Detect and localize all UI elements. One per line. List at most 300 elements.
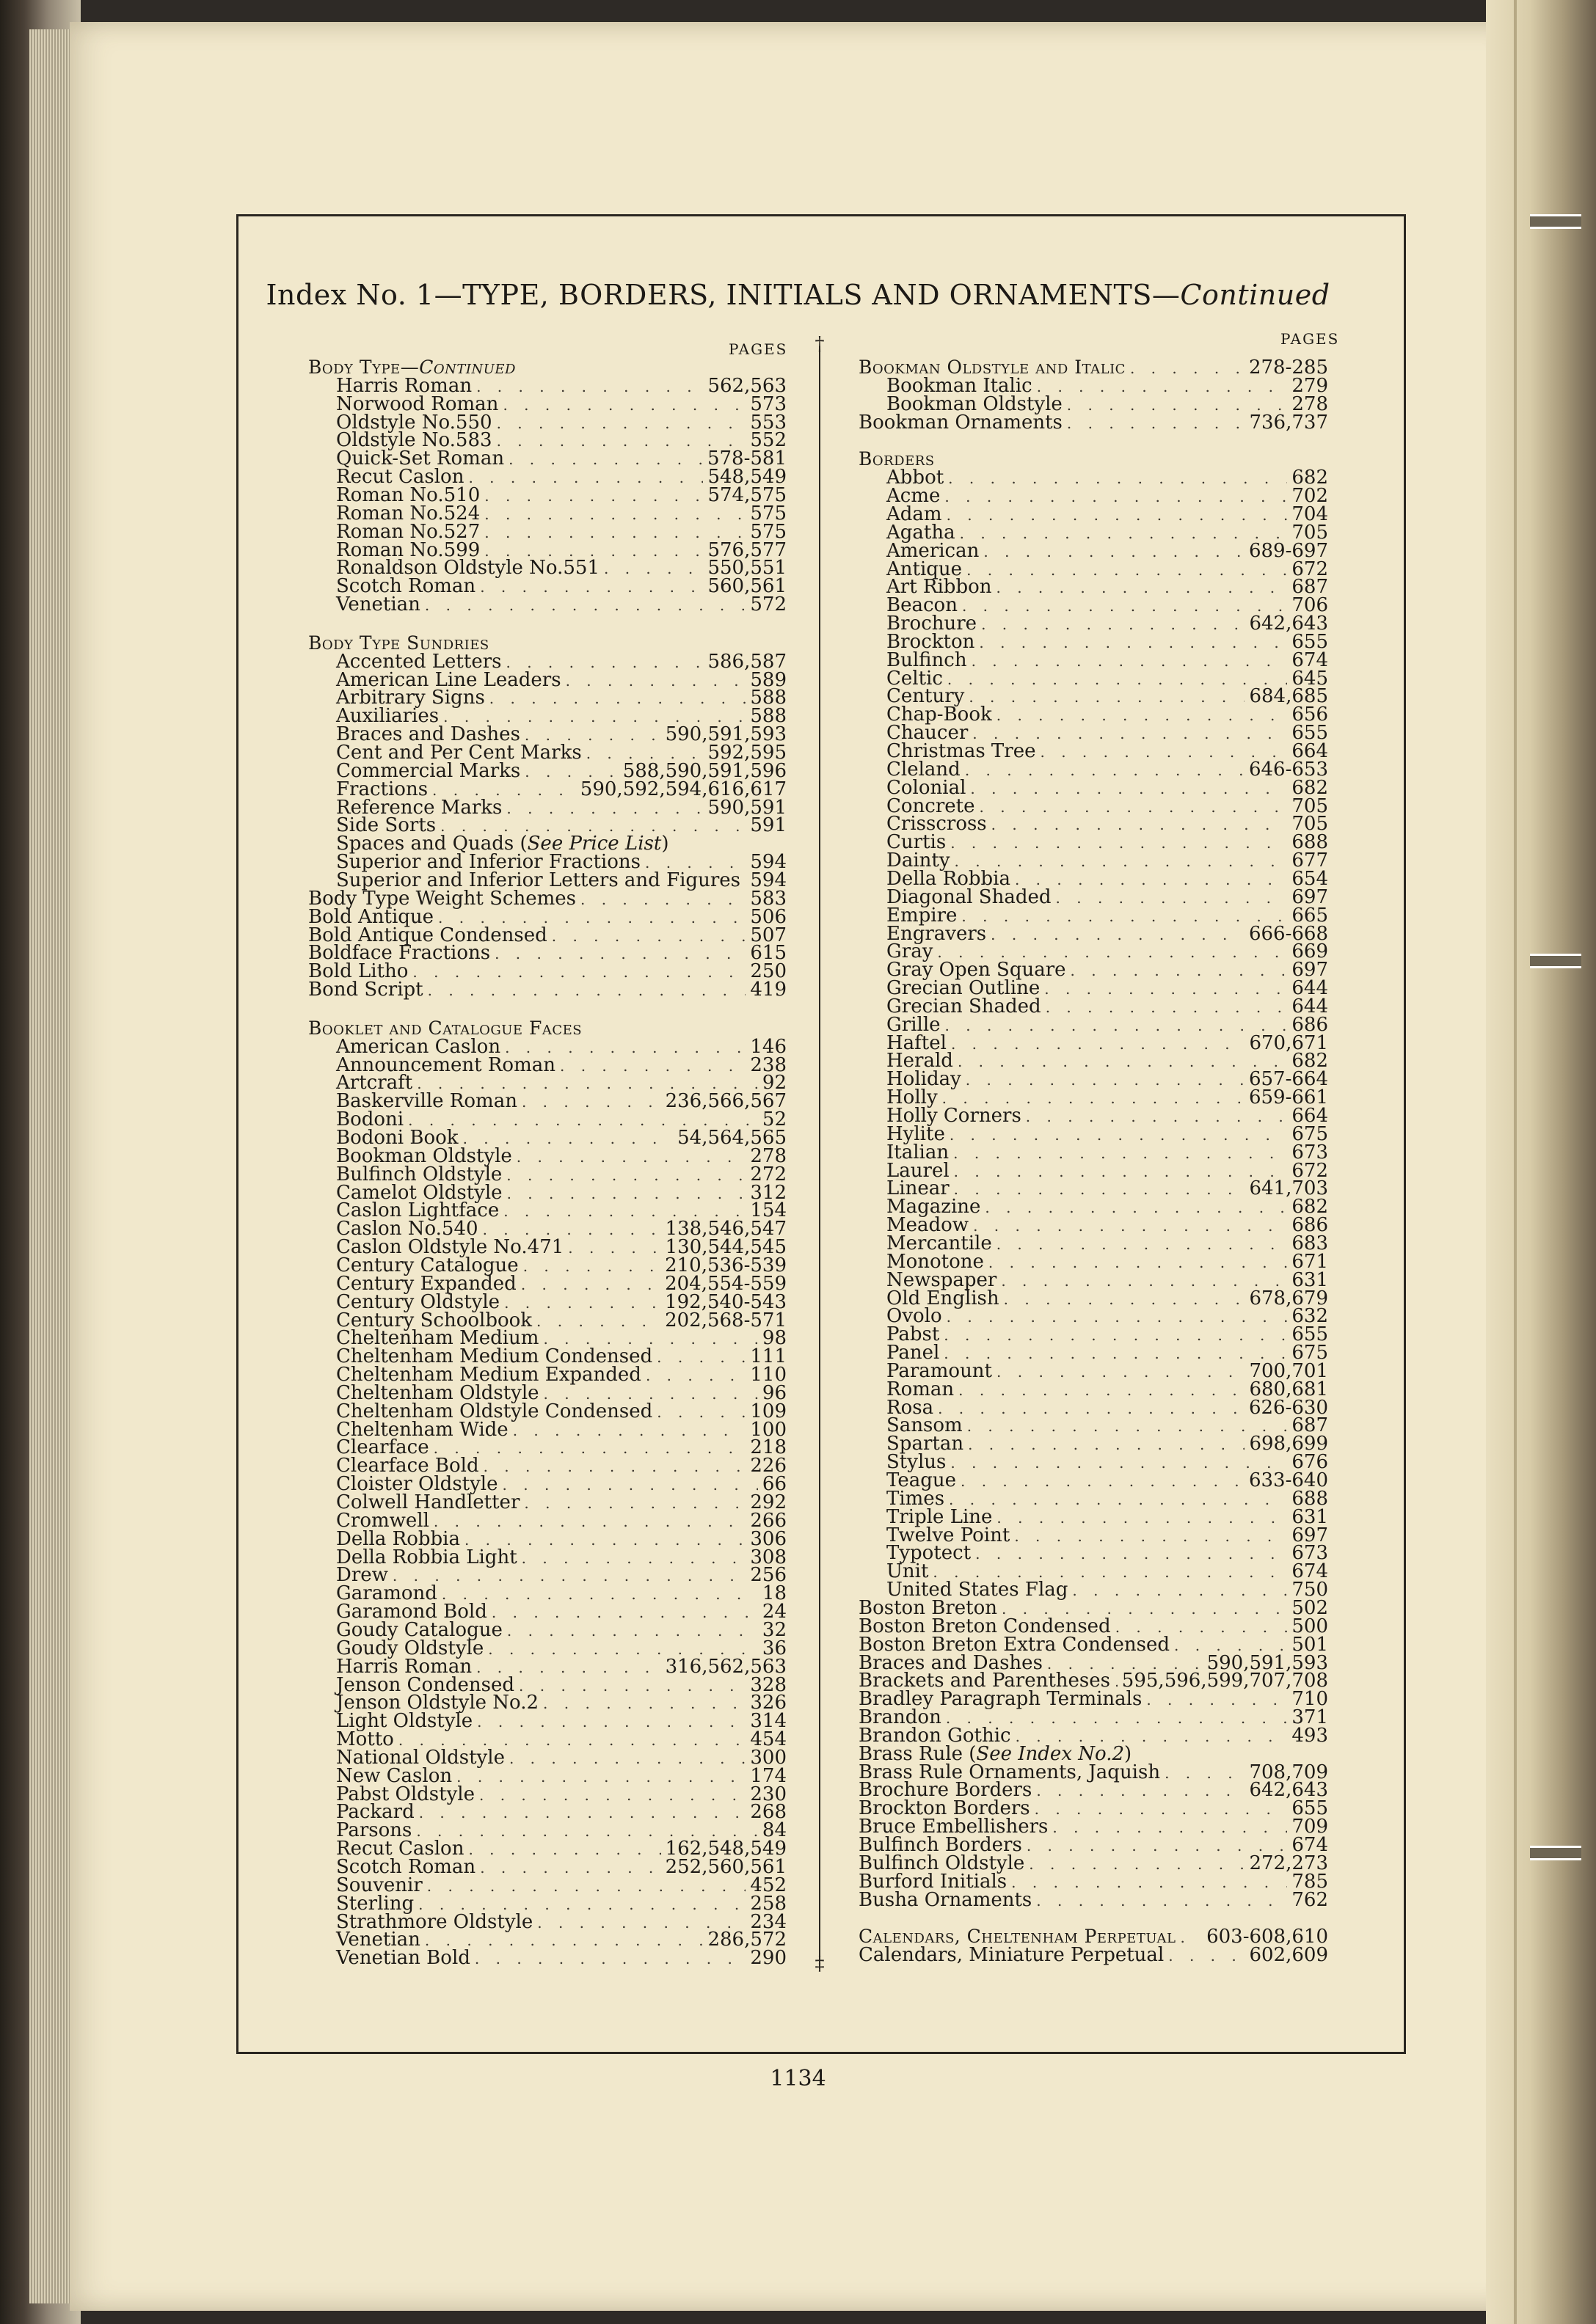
entry-label: Curtis	[886, 831, 947, 854]
entry-pages: 548,549	[707, 466, 787, 489]
entry-pages: 785	[1291, 1870, 1328, 1893]
entry-pages: 706	[1291, 594, 1328, 617]
entry-label: Monotone	[886, 1250, 984, 1273]
dot-leader	[973, 1216, 1287, 1235]
index-entry	[859, 1854, 1328, 1873]
entry-pages: 642,643	[1249, 613, 1328, 635]
entry-label: Body Type Weight Schemes	[308, 887, 576, 910]
dot-leader	[996, 1235, 1288, 1254]
index-entry	[308, 1290, 787, 1313]
index-entry	[859, 1015, 1328, 1034]
entry-label: Cheltenham Medium Condensed	[336, 1345, 653, 1368]
dot-leader	[1067, 414, 1245, 433]
gutter-fold	[1514, 0, 1517, 2324]
dot-leader	[944, 1344, 1287, 1363]
entry-pages: 654	[1291, 867, 1328, 890]
entry-label: Colwell Handletter	[336, 1491, 520, 1513]
entry-pages: 655	[1291, 630, 1328, 653]
index-entry	[308, 1657, 787, 1676]
entry-pages: 268	[750, 1801, 787, 1824]
index-entry	[859, 1380, 1328, 1399]
title-continued: Continued	[1180, 279, 1330, 311]
entry-label: Cheltenham Medium Expanded	[336, 1364, 641, 1386]
index-entry	[308, 376, 787, 395]
index-entry	[859, 1635, 1328, 1654]
entry-pages: 266	[750, 1509, 787, 1532]
entry-pages: 665	[1291, 904, 1328, 927]
dot-leader	[947, 505, 1288, 525]
entry-label: Della Robbia	[336, 1527, 460, 1550]
entry-label: Brandon Gothic	[859, 1724, 1011, 1747]
entry-pages: 98	[762, 1327, 787, 1350]
entry-pages: 452	[750, 1874, 787, 1896]
entry-label: Magazine	[886, 1196, 981, 1218]
entry-pages: 697	[1291, 1524, 1328, 1546]
entry-pages: 252,560,561	[665, 1856, 787, 1878]
entry-label: New Caslon	[336, 1764, 453, 1787]
entry-pages: 174	[750, 1764, 787, 1787]
dot-leader	[962, 596, 1287, 615]
entry-label: Bookman Oldstyle	[336, 1144, 512, 1167]
dot-leader	[536, 1312, 660, 1331]
entry-pages: 676	[1291, 1451, 1328, 1474]
entry-pages: 631	[1291, 1505, 1328, 1528]
entry-label: Panel	[886, 1342, 940, 1364]
dot-leader	[1052, 1818, 1287, 1837]
index-entry	[859, 1122, 1328, 1145]
divider-ornament-bottom: ‡	[815, 1953, 825, 1975]
entry-label: Mercantile	[886, 1232, 992, 1254]
entry-pages: 290	[750, 1947, 787, 1970]
entry-pages: 631	[1291, 1268, 1328, 1291]
entry-pages: 84	[762, 1819, 787, 1842]
entry-label: Roman No.510	[336, 483, 481, 506]
entry-label: Teague	[886, 1469, 956, 1491]
entry-pages: 573	[750, 392, 787, 415]
index-entry	[859, 1744, 1328, 1764]
entry-label: Side Sorts	[336, 814, 437, 837]
entry-pages: 633-640	[1248, 1469, 1328, 1491]
entry-pages: 574,575	[707, 483, 787, 506]
dot-leader	[646, 1366, 746, 1385]
entry-label: Motto	[336, 1728, 394, 1751]
entry-label: Accented Letters	[336, 650, 502, 673]
dot-leader	[1029, 1855, 1245, 1874]
entry-pages: 590,591	[707, 796, 787, 819]
entry-pages: 702	[1291, 485, 1328, 508]
entry-pages: 594	[750, 869, 787, 891]
dot-leader	[969, 687, 1245, 706]
entry-pages: 646-653	[1248, 758, 1328, 781]
entry-pages: 687	[1291, 576, 1328, 599]
dot-leader	[560, 1056, 746, 1075]
entry-pages: 683	[1291, 1232, 1328, 1254]
dot-leader	[1044, 979, 1287, 998]
dot-leader	[1001, 1271, 1287, 1290]
entry-label: Cheltenham Oldstyle	[336, 1381, 539, 1404]
entry-pages: 762	[1291, 1888, 1328, 1911]
entry-pages: 590,591,593	[665, 723, 787, 746]
index-entry	[308, 980, 787, 999]
entry-label: Braces and Dashes	[859, 1651, 1043, 1674]
index-section-heading	[308, 634, 787, 653]
index-entry	[859, 760, 1328, 779]
entry-label: Paramount	[886, 1359, 993, 1382]
entry-label: Roman No.527	[336, 520, 481, 543]
dot-leader	[475, 1949, 746, 1968]
entry-label: Century Oldstyle	[336, 1290, 500, 1313]
entry-label: Ronaldson Oldstyle No.551	[336, 557, 600, 580]
dot-leader	[1027, 1836, 1288, 1855]
entry-label: Braces and Dashes	[336, 723, 520, 746]
entry-pages: 312	[750, 1181, 787, 1204]
section-heading-label: Bookman Oldstyle and Italic	[859, 357, 1126, 378]
entry-pages: 669	[1291, 940, 1328, 963]
dot-leader	[996, 1362, 1245, 1381]
dot-leader	[428, 981, 746, 1000]
dot-leader	[468, 1840, 660, 1859]
entry-pages: 258	[750, 1892, 787, 1915]
entry-label: Meadow	[886, 1214, 969, 1237]
entry-label: Reference Marks	[336, 796, 503, 819]
entry-label: Herald	[886, 1050, 953, 1073]
entry-label: Pabst Oldstyle	[336, 1783, 475, 1805]
entry-label: Quick-Set Roman	[336, 447, 505, 470]
entry-pages: 684,685	[1249, 685, 1328, 708]
dot-leader	[412, 962, 746, 982]
entry-pages: 300	[750, 1746, 787, 1769]
entry-label: Bulfinch Oldstyle	[336, 1163, 503, 1185]
entry-pages: 632	[1291, 1305, 1328, 1328]
index-entry	[308, 1527, 787, 1550]
dot-leader	[568, 1238, 660, 1257]
index-entry	[859, 632, 1328, 651]
entry-pages: 687	[1291, 1414, 1328, 1437]
entry-label: Bookman Italic	[886, 374, 1032, 397]
index-entry	[308, 595, 787, 614]
entry-pages: 698,699	[1249, 1433, 1328, 1455]
index-entry	[859, 541, 1328, 560]
dot-leader	[961, 907, 1287, 926]
index-entry	[308, 1894, 787, 1913]
entry-label: Typotect	[886, 1542, 972, 1565]
dot-leader	[513, 1421, 746, 1440]
dot-leader	[996, 578, 1288, 597]
entry-label: Century Catalogue	[336, 1254, 519, 1276]
index-entry	[308, 1274, 787, 1293]
dot-leader	[479, 1786, 746, 1805]
entry-label: Caslon No.540	[336, 1218, 478, 1240]
index-entry	[308, 907, 787, 927]
index-entry	[308, 392, 787, 415]
entry-label: Italian	[886, 1141, 950, 1163]
entry-label: Goudy Oldstyle	[336, 1637, 484, 1659]
entry-pages: 146	[750, 1035, 787, 1058]
dot-leader	[938, 1399, 1245, 1418]
entry-pages: 500	[1291, 1615, 1328, 1637]
dot-leader	[393, 1566, 746, 1585]
entry-label: Scotch Roman	[336, 575, 476, 598]
entry-label: Christmas Tree	[886, 740, 1036, 762]
entry-label: Bulfinch Borders	[859, 1834, 1022, 1856]
index-entry	[308, 504, 787, 523]
entry-label: Times	[886, 1487, 945, 1510]
entry-label: Diagonal Shaded	[886, 885, 1052, 908]
entry-label: Jenson Oldstyle No.2	[336, 1692, 539, 1714]
entry-pages: 501	[1291, 1633, 1328, 1656]
entry-label: Cheltenham Oldstyle Condensed	[336, 1400, 653, 1422]
entry-label: Art Ribbon	[886, 576, 992, 599]
dot-leader	[1036, 1781, 1245, 1800]
entry-pages: 314	[750, 1710, 787, 1733]
binding-stitch	[1530, 214, 1581, 229]
page-number: 1134	[770, 2066, 826, 2091]
entry-label: Antique	[886, 558, 963, 580]
binding-stitch	[1530, 954, 1581, 968]
entry-pages: 279	[1291, 374, 1328, 397]
index-entry	[859, 1252, 1328, 1271]
entry-label: Bookman Ornaments	[859, 411, 1063, 434]
entry-label: Chaucer	[886, 722, 969, 745]
entry-pages: 54,564,565	[677, 1127, 787, 1149]
dot-leader	[484, 505, 746, 524]
entry-label: Bulfinch	[886, 648, 967, 671]
entry-label: Beacon	[886, 594, 958, 617]
dot-leader	[944, 487, 1287, 506]
entry-label: Venetian	[336, 1929, 420, 1951]
entry-pages: 697	[1291, 885, 1328, 908]
entry-pages: 278	[750, 1144, 787, 1167]
entry-pages: 192,540-543	[665, 1290, 787, 1313]
entry-pages: 66	[762, 1473, 787, 1496]
entry-label: Linear	[886, 1177, 950, 1200]
index-entry	[859, 1945, 1328, 1965]
entry-pages: 644	[1291, 995, 1328, 1017]
dot-leader	[981, 615, 1245, 634]
index-entry	[308, 1381, 787, 1404]
entry-label: Bodoni Book	[336, 1127, 459, 1149]
index-entry	[859, 376, 1328, 395]
entry-pages: 697	[1291, 959, 1328, 982]
entry-label: Fractions	[336, 778, 429, 800]
entry-pages: 670,671	[1249, 1031, 1328, 1054]
dot-leader	[489, 689, 746, 708]
entry-label: Brochure Borders	[859, 1779, 1032, 1802]
entry-pages: 682	[1291, 467, 1328, 489]
dot-leader	[1046, 998, 1288, 1017]
index-entry	[308, 1144, 787, 1167]
entry-pages: 682	[1291, 1196, 1328, 1218]
entry-pages: 666-668	[1248, 922, 1328, 945]
entry-pages: 750	[1291, 1579, 1328, 1601]
entry-label: Brockton Borders	[859, 1797, 1030, 1820]
entry-label: Grecian Shaded	[886, 995, 1041, 1017]
divider-ornament-top: †	[815, 333, 825, 355]
dot-leader	[484, 486, 703, 505]
index-entry	[859, 413, 1328, 432]
dot-leader	[950, 1125, 1288, 1144]
entry-pages: 230	[750, 1783, 787, 1805]
entry-pages: 674	[1291, 1834, 1328, 1856]
entry-pages: 506	[750, 905, 787, 928]
dot-leader	[495, 944, 746, 963]
dot-leader	[1130, 359, 1245, 378]
entry-pages: 657-664	[1248, 1068, 1328, 1091]
entry-pages: 553	[750, 411, 787, 434]
entry-label: Engravers	[886, 922, 987, 945]
entry-label: Superior and Inferior Letters and Figures	[336, 869, 740, 891]
index-entry	[308, 1639, 787, 1658]
entry-label: Brochure	[886, 613, 977, 635]
dot-leader	[517, 1147, 746, 1166]
index-entry	[308, 652, 787, 671]
entry-pages: 110	[750, 1364, 787, 1386]
dot-leader	[961, 1472, 1245, 1491]
entry-label: Holly	[886, 1086, 938, 1109]
dot-leader	[950, 1453, 1287, 1472]
dot-leader	[503, 1475, 758, 1494]
dot-leader	[988, 1253, 1287, 1272]
entry-label: Old English	[886, 1287, 999, 1309]
entry-label: Superior and Inferior Fractions	[336, 851, 641, 874]
dot-leader	[968, 1435, 1245, 1454]
entry-pages: 642,643	[1249, 1779, 1328, 1802]
dot-leader	[480, 577, 703, 596]
entry-label: Bradley Paragraph Terminals	[859, 1688, 1143, 1711]
entry-label: Spartan	[886, 1433, 964, 1455]
entry-label: Packard	[336, 1801, 415, 1824]
entry-label: Boston Breton Extra Condensed	[859, 1633, 1170, 1656]
entry-pages: 278-285	[1248, 357, 1328, 379]
dot-leader	[484, 523, 746, 542]
dot-leader	[484, 1457, 746, 1476]
dot-leader	[477, 1712, 746, 1731]
entry-label: National Oldstyle	[336, 1746, 505, 1769]
entry-pages: 671	[1291, 1250, 1328, 1273]
dot-leader	[1071, 961, 1288, 980]
entry-label: Clearface Bold	[336, 1455, 479, 1477]
entry-pages: 586,587	[707, 650, 787, 673]
entry-label: Roman	[886, 1378, 955, 1400]
entry-pages: 704	[1291, 503, 1328, 525]
title-main: Index No. 1—TYPE, BORDERS, INITIALS AND ORNAMENTS—	[266, 279, 1181, 311]
section-heading-label: Body Type—Continued	[308, 357, 516, 378]
entry-pages: 162,548,549	[665, 1838, 787, 1860]
dot-leader	[948, 469, 1287, 488]
entry-pages: 677	[1291, 849, 1328, 872]
dot-leader	[949, 1490, 1287, 1509]
entry-pages: 656	[1291, 704, 1328, 726]
dot-leader	[506, 799, 703, 818]
entry-label: Sterling	[336, 1892, 415, 1915]
dot-leader	[983, 542, 1245, 561]
entry-label: Boston Breton Condensed	[859, 1615, 1111, 1637]
pages-header-left: PAGES	[729, 340, 788, 358]
entry-pages: 674	[1291, 648, 1328, 671]
dot-leader	[1036, 1891, 1287, 1910]
entry-pages: 234	[750, 1910, 787, 1933]
entry-pages: 236,566,567	[665, 1090, 787, 1113]
entry-pages: 672	[1291, 1159, 1328, 1182]
entry-label: Parsons	[336, 1819, 412, 1842]
dot-leader	[580, 890, 746, 909]
dot-leader	[476, 377, 703, 396]
entry-label: Century	[886, 685, 965, 708]
dot-leader	[1014, 1527, 1287, 1546]
entry-pages: 583	[750, 887, 787, 910]
index-entry	[308, 1766, 787, 1786]
entry-label: Light Oldstyle	[336, 1710, 473, 1733]
page-title	[0, 279, 1596, 311]
entry-label: Cheltenham Wide	[336, 1418, 509, 1441]
entry-pages: 626-630	[1248, 1396, 1328, 1419]
dot-leader	[1146, 1690, 1287, 1709]
dot-leader	[442, 1585, 758, 1604]
entry-pages: 655	[1291, 1323, 1328, 1346]
entry-pages: 588	[750, 687, 787, 709]
entry-pages: 250	[750, 960, 787, 983]
dot-leader	[519, 1676, 746, 1695]
entry-label: American	[886, 539, 980, 562]
entry-label: Norwood Roman	[336, 392, 499, 415]
dot-leader	[434, 1512, 746, 1531]
dot-leader	[947, 1307, 1288, 1326]
entry-pages: 308	[750, 1546, 787, 1568]
entry-label: Camelot Oldstyle	[336, 1181, 503, 1204]
entry-label: Triple Line	[886, 1505, 993, 1528]
entry-pages: 502	[1291, 1596, 1328, 1619]
entry-label: Haftel	[886, 1031, 947, 1054]
entry-label: Chap-Book	[886, 704, 992, 726]
index-entry	[859, 1543, 1328, 1563]
entry-label: Celtic	[886, 667, 943, 690]
entry-label: Colonial	[886, 776, 966, 799]
entry-label: Della Robbia Light	[336, 1546, 517, 1568]
entry-label: Dainty	[886, 849, 950, 872]
entry-pages: 272,273	[1249, 1852, 1328, 1874]
dot-leader	[972, 651, 1288, 670]
entry-pages: 675	[1291, 1122, 1328, 1145]
dot-leader	[953, 1144, 1287, 1163]
entry-label: Bold Litho	[308, 960, 409, 983]
dot-leader	[1004, 1290, 1245, 1309]
entry-pages: 210,536-539	[665, 1254, 787, 1276]
dot-leader	[522, 1092, 661, 1111]
entry-label: Gray	[886, 940, 933, 963]
entry-pages: 52	[762, 1108, 787, 1131]
entry-pages: 700,701	[1249, 1359, 1328, 1382]
dot-leader	[509, 1749, 746, 1768]
entry-label: Drew	[336, 1564, 388, 1587]
entry-pages: 682	[1291, 1050, 1328, 1073]
entry-label: American Line Leaders	[336, 668, 561, 691]
index-entry	[859, 906, 1328, 925]
entry-label: Garamond Bold	[336, 1601, 487, 1623]
entry-label: Souvenir	[336, 1874, 423, 1896]
entry-pages: 705	[1291, 813, 1328, 836]
entry-pages: 682	[1291, 776, 1328, 799]
entry-pages: 708,709	[1249, 1761, 1328, 1783]
dot-leader	[507, 1621, 758, 1640]
entry-pages: 278	[1291, 392, 1328, 415]
dot-leader	[991, 925, 1245, 944]
entry-label: Agatha	[886, 521, 955, 544]
dot-leader	[427, 1877, 746, 1896]
entry-pages: 644	[1291, 977, 1328, 1000]
entry-label: Grille	[886, 1013, 941, 1036]
entry-pages: 92	[762, 1072, 787, 1095]
entry-pages: 454	[750, 1728, 787, 1751]
